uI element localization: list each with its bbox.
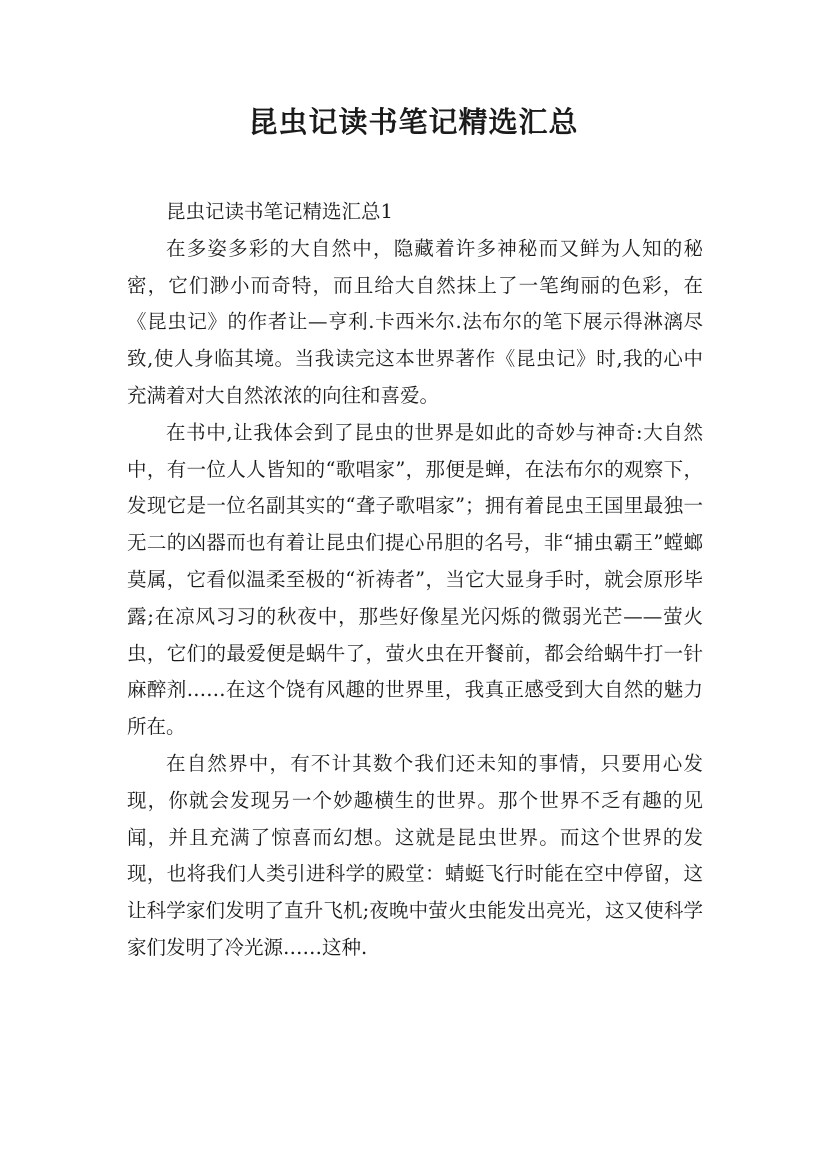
paragraph-2: 在书中,让我体会到了昆虫的世界是如此的奇妙与神奇:大自然中，有一位人人皆知的“歌唱家”，那便是蝉，在法布尔的观察下，发现它是一位名副其实的“聋子歌唱家”；拥有着昆虫王国里最独一无二的凶器而也有着让昆虫们提心吊胆的名号，非“捕虫霸王”螳螂莫属，它看似温柔至极的“祈祷者”，当它大显身手时，就会原形毕露;在凉风习习的秋夜中，那些好像星光闪烁的微弱光芒——萤火虫，它们的最爱便是蜗牛了，萤火虫在开餐前，都会给蜗牛打一针麻醉剂……在这个饶有风趣的世界里，我真正感受到大自然的魅力所在。 [127, 420, 703, 739]
paragraph-3: 在自然界中，有不计其数个我们还未知的事情，只要用心发现，你就会发现另一个妙趣横生的世界。那个世界不乏有趣的见闻，并且充满了惊喜而幻想。这就是昆虫世界。而这个世界的发现，也将我们人类引进科学的殿堂：蜻蜓飞行时能在空中停留，这让科学家们发明了直升飞机;夜晚中萤火虫能发出亮光，这又使科学家们发明了冷光源……这种. [127, 751, 703, 959]
paragraph-1: 在多姿多彩的大自然中，隐藏着许多神秘而又鲜为人知的秘密，它们渺小而奇特，而且给大自然抹上了一笔绚丽的色彩，在《昆虫记》的作者让—亨利.卡西米尔.法布尔的笔下展示得淋漓尽致,使人身临其境。当我读完这本世界著作《昆虫记》时,我的心中充满着对大自然浓浓的向往和喜爱。 [127, 236, 703, 407]
section-subtitle: 昆虫记读书笔记精选汇总1 [166, 200, 393, 223]
document-title: 昆虫记读书笔记精选汇总 [248, 105, 579, 139]
document-body [127, 194, 703, 967]
